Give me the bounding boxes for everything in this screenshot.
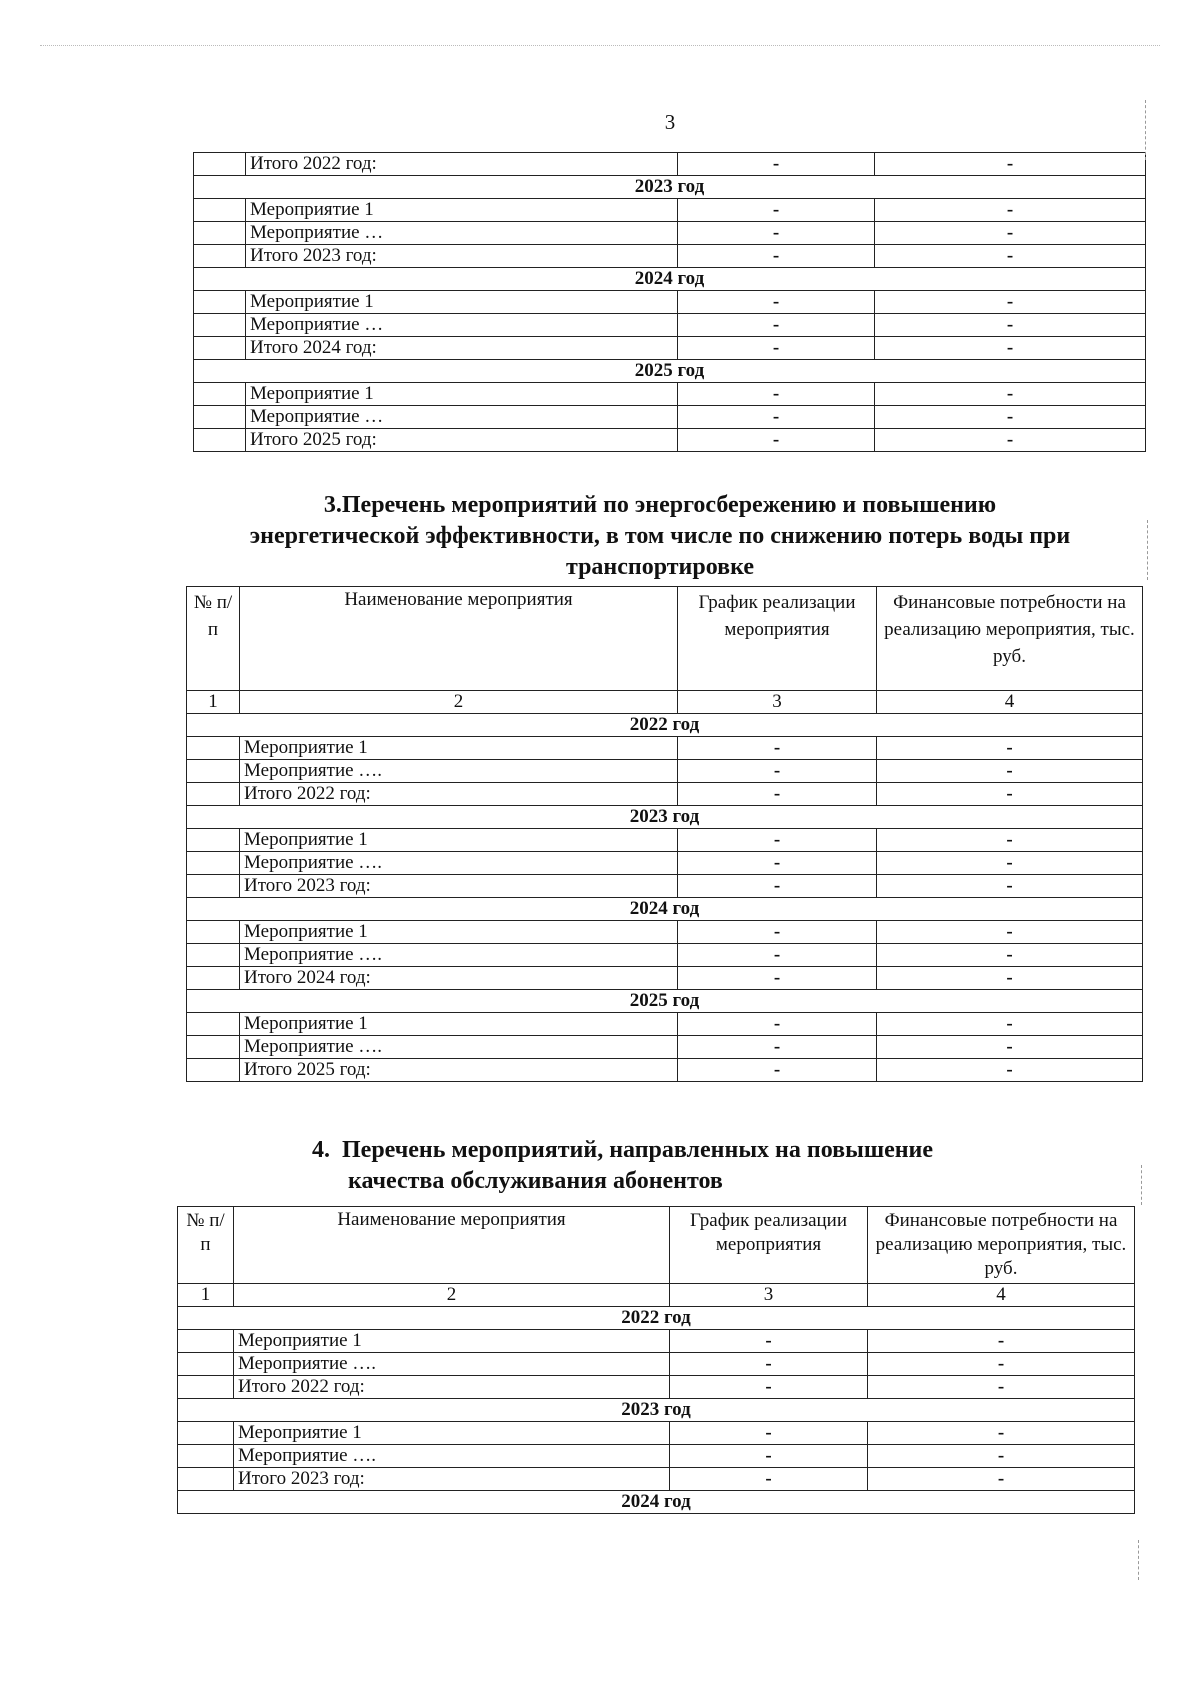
table-row: Мероприятие … - - bbox=[194, 222, 1146, 245]
column-header: График реализации мероприятия bbox=[670, 1207, 868, 1284]
table-continued bbox=[193, 152, 1146, 452]
table-header-row bbox=[178, 1207, 1135, 1284]
table-row: Мероприятие 1 - - bbox=[187, 921, 1143, 944]
column-numbers-row: 1 2 3 4 bbox=[187, 691, 1143, 714]
scan-edge-mark bbox=[1141, 1165, 1143, 1205]
column-header: Наименование мероприятия bbox=[240, 587, 678, 691]
year-row: 2023 год bbox=[194, 176, 1146, 199]
table-row: Мероприятие 1 - - bbox=[187, 829, 1143, 852]
column-header: № п/п bbox=[178, 1207, 234, 1284]
table-row: Итого 2023 год: - - bbox=[178, 1468, 1135, 1491]
table-row: Мероприятие …. - - bbox=[187, 760, 1143, 783]
table-row: Итого 2023 год: - - bbox=[187, 875, 1143, 898]
table-row: Мероприятие 1 - - bbox=[194, 291, 1146, 314]
scan-edge-mark bbox=[1147, 520, 1149, 580]
table-row: Мероприятие …. - - bbox=[178, 1353, 1135, 1376]
table-row: Мероприятие 1 - - bbox=[178, 1330, 1135, 1353]
year-row: 2023 год bbox=[187, 806, 1143, 829]
table-row: Мероприятие … - - bbox=[194, 406, 1146, 429]
column-header: Наименование мероприятия bbox=[234, 1207, 670, 1284]
table-row: Итого 2024 год: - - bbox=[187, 967, 1143, 990]
year-row: 2023 год bbox=[178, 1399, 1135, 1422]
table-row: Итого 2023 год: - - bbox=[194, 245, 1146, 268]
page-number: 3 bbox=[664, 110, 676, 134]
year-row: 2022 год bbox=[178, 1307, 1135, 1330]
year-row: 2022 год bbox=[187, 714, 1143, 737]
scan-edge-mark bbox=[1145, 100, 1147, 160]
table-row: Итого 2022 год: - - bbox=[194, 153, 1146, 176]
year-row: 2024 год bbox=[187, 898, 1143, 921]
column-header: Финансовые потребности на реализацию мероприятия, тыс. руб. bbox=[877, 587, 1143, 691]
year-row: 2025 год bbox=[194, 360, 1146, 383]
scan-edge-mark bbox=[1138, 1540, 1140, 1580]
column-header: График реализации мероприятия bbox=[678, 587, 877, 691]
column-header: № п/п bbox=[187, 587, 240, 691]
table-row: Итого 2022 год: - - bbox=[187, 783, 1143, 806]
table-row: Мероприятие …. - - bbox=[178, 1445, 1135, 1468]
table-row: Мероприятие … - - bbox=[194, 314, 1146, 337]
table-header-row bbox=[187, 587, 1143, 691]
table-row: Мероприятие …. - - bbox=[187, 852, 1143, 875]
year-row: 2025 год bbox=[187, 990, 1143, 1013]
year-row: 2024 год bbox=[178, 1491, 1135, 1514]
table-row: Мероприятие 1 - - bbox=[194, 383, 1146, 406]
table-row: Итого 2025 год: - - bbox=[187, 1059, 1143, 1082]
scan-edge-noise bbox=[40, 45, 1160, 46]
year-row: 2024 год bbox=[194, 268, 1146, 291]
table-row: Мероприятие 1 - - bbox=[187, 737, 1143, 760]
table-row: Мероприятие 1 - - bbox=[194, 199, 1146, 222]
section3-heading: 3.Перечень мероприятий по энергосбережению и повышению энергетической эффективности, в том числе по снижению потерь воды при транспортировке bbox=[249, 492, 1071, 580]
table-row: Итого 2025 год: - - bbox=[194, 429, 1146, 452]
column-numbers-row: 1 2 3 4 bbox=[178, 1284, 1135, 1307]
table-row: Итого 2024 год: - - bbox=[194, 337, 1146, 360]
section4-heading: 4. Перечень мероприятий, направленных на повышение качества обслуживания абонентов bbox=[312, 1137, 934, 1194]
table-row: Мероприятие 1 - - bbox=[187, 1013, 1143, 1036]
table-row: Мероприятие 1 - - bbox=[178, 1422, 1135, 1445]
section3-table bbox=[186, 586, 1143, 1082]
total-label: Итого 2022 год: bbox=[246, 153, 678, 176]
table-row: Мероприятие …. - - bbox=[187, 944, 1143, 967]
table-row: Итого 2022 год: - - bbox=[178, 1376, 1135, 1399]
section4-table bbox=[177, 1206, 1135, 1514]
column-header: Финансовые потребности на реализацию мероприятия, тыс. руб. bbox=[868, 1207, 1135, 1284]
table-row: Мероприятие …. - - bbox=[187, 1036, 1143, 1059]
